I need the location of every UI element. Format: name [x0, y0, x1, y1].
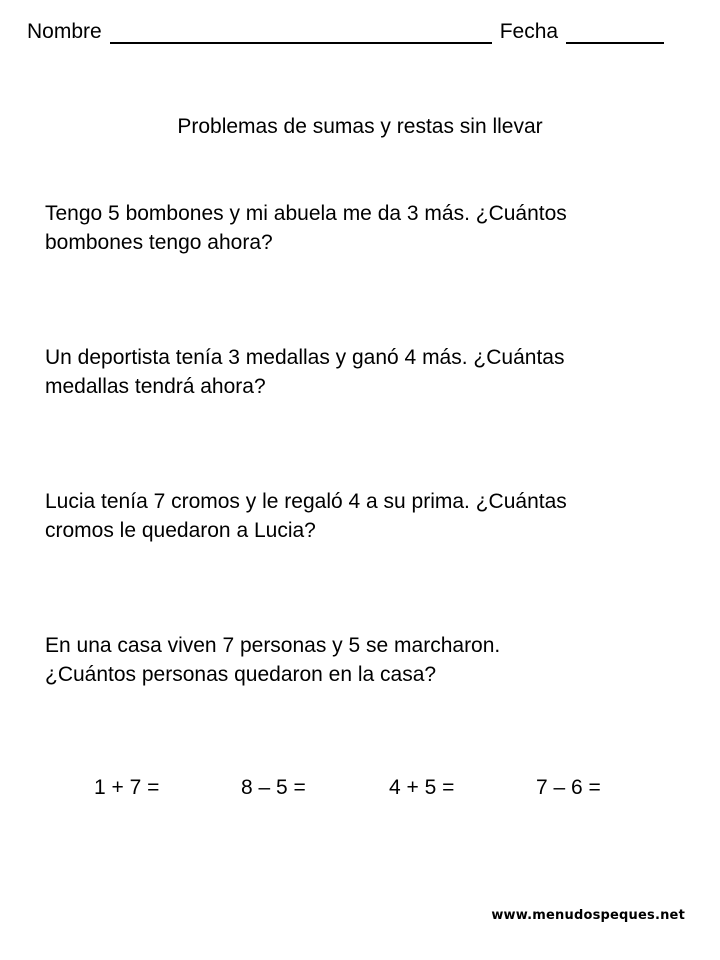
problem-4-line-1: En una casa viven 7 personas y 5 se marcharon.	[45, 634, 501, 657]
problem-1	[45, 199, 685, 257]
name-line[interactable]	[110, 20, 492, 44]
problem-3	[45, 487, 685, 545]
problem-3-line-1: Lucia tenía 7 cromos y le regaló 4 a su prima. ¿Cuántas	[45, 490, 567, 513]
problem-1-line-1: Tengo 5 bombones y mi abuela me da 3 más. ¿Cuántos	[45, 202, 567, 225]
problem-2	[45, 343, 685, 401]
problem-4-line-2: ¿Cuántos personas quedaron en la casa?	[45, 663, 437, 686]
operation-4: 7 – 6 =	[536, 776, 601, 799]
date-line[interactable]	[566, 20, 664, 44]
problem-2-line-2: medallas tendrá ahora?	[45, 375, 266, 398]
operation-3: 4 + 5 =	[389, 776, 455, 799]
website-credit: www.menudospeques.net	[491, 908, 685, 923]
operation-1: 1 + 7 =	[94, 776, 160, 799]
name-label: Nombre	[27, 20, 102, 43]
operations-row	[0, 776, 720, 806]
date-label: Fecha	[499, 20, 559, 43]
operation-2: 8 – 5 =	[241, 776, 306, 799]
problem-3-line-2: cromos le quedaron a Lucia?	[45, 519, 316, 542]
page-title: Problemas de sumas y restas sin llevar	[177, 115, 543, 138]
problem-2-line-1: Un deportista tenía 3 medallas y ganó 4 más. ¿Cuántas	[45, 346, 565, 369]
header	[27, 20, 692, 50]
problem-4	[45, 631, 685, 689]
problem-1-line-2: bombones tengo ahora?	[45, 231, 273, 254]
